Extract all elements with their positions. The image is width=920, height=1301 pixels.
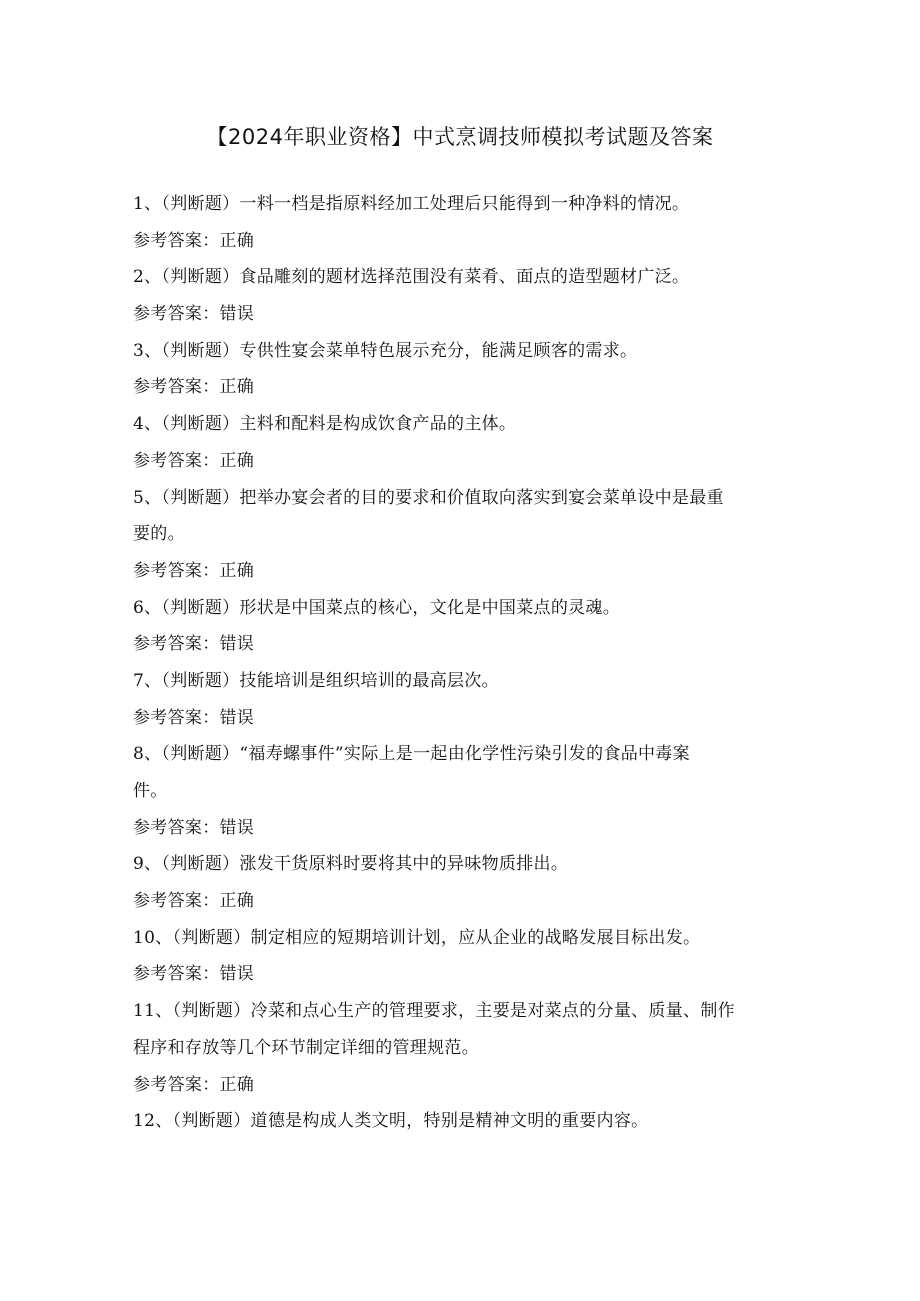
question-text: 8、（判断题）“福寿螺事件”实际上是一起由化学性污染引发的食品中毒案: [133, 744, 690, 765]
answer-text: 参考答案：正确: [133, 450, 255, 471]
answer-text: 参考答案：错误: [133, 304, 255, 325]
answer-text: 参考答案：正确: [133, 891, 255, 912]
question-item: [133, 186, 793, 259]
question-item: [133, 846, 793, 919]
answer-text: 参考答案：正确: [133, 377, 255, 398]
answer-text: 参考答案：错误: [133, 707, 255, 728]
question-text: 4、（判断题）主料和配料是构成饮食产品的主体。: [133, 414, 517, 435]
question-text: 1、（判断题）一料一档是指原料经加工处理后只能得到一种净料的情况。: [133, 194, 690, 214]
question-text-continued: 要的。: [133, 524, 185, 545]
question-text: 5、（判断题）把举办宴会者的目的要求和价值取向落实到宴会菜单设中是最重: [133, 487, 724, 508]
question-text: 10、（判断题）制定相应的短期培训计划，应从企业的战略发展目标出发。: [133, 927, 701, 948]
answer-text: 参考答案：正确: [133, 230, 255, 251]
question-text: 2、（判断题）食品雕刻的题材选择范围没有菜肴、面点的造型题材广泛。: [133, 267, 690, 288]
question-list: [133, 186, 793, 1140]
question-item: [133, 736, 793, 846]
question-item: [133, 590, 793, 663]
question-item: [133, 480, 793, 590]
question-text: 12、（判断题）道德是构成人类文明，特别是精神文明的重要内容。: [133, 1111, 649, 1132]
question-item: [133, 259, 793, 332]
question-text-continued: 件。: [133, 781, 168, 801]
question-text: 9、（判断题）涨发干货原料时要将其中的异味物质排出。: [133, 854, 569, 875]
question-text: 3、（判断题）专供性宴会菜单特色展示充分，能满足顾客的需求。: [133, 340, 638, 361]
question-item: [133, 663, 793, 736]
answer-text: 参考答案：错误: [133, 964, 255, 985]
answer-text: 参考答案：正确: [133, 560, 255, 581]
question-text-continued: 程序和存放等几个环节制定详细的管理规范。: [133, 1037, 479, 1058]
document-title: 【2024年职业资格】中式烹调技师模拟考试题及答案: [206, 125, 714, 149]
question-item: [133, 333, 793, 406]
question-text: 6、（判断题）形状是中国菜点的核心，文化是中国菜点的灵魂。: [133, 597, 621, 618]
question-item: [133, 1103, 793, 1140]
question-item: [133, 920, 793, 993]
answer-text: 参考答案：错误: [133, 817, 255, 838]
question-item: [133, 406, 793, 479]
question-text: 7、（判断题）技能培训是组织培训的最高层次。: [133, 670, 499, 691]
answer-text: 参考答案：错误: [133, 634, 255, 655]
question-item: [133, 993, 793, 1103]
question-text: 11、（判断题）冷菜和点心生产的管理要求，主要是对菜点的分量、质量、制作: [133, 1001, 735, 1022]
answer-text: 参考答案：正确: [133, 1074, 255, 1095]
